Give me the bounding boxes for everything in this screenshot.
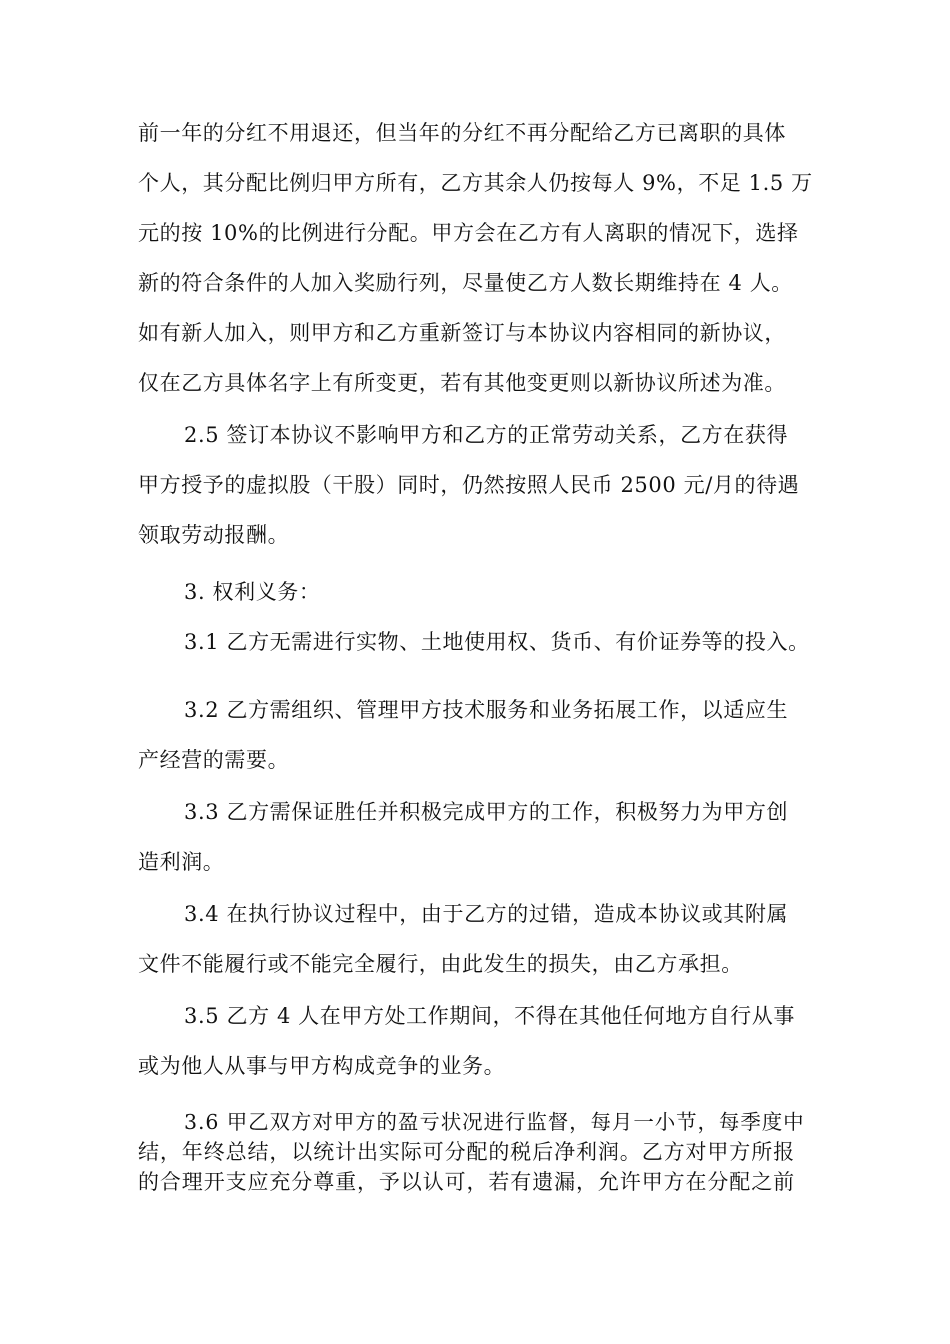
paragraph-line: 如有新人加入，则甲方和乙方重新签订与本协议内容相同的新协议， bbox=[138, 321, 786, 345]
clause-3-1-line: 3.1 乙方无需进行实物、土地使用权、货币、有价证券等的投入。 bbox=[184, 630, 810, 654]
paragraph-line: 个人，其分配比例归甲方所有，乙方其余人仍按每人 9%，不足 1.5 万 bbox=[138, 171, 813, 195]
clause-3-5-line: 3.5 乙方 4 人在甲方处工作期间，不得在其他任何地方自行从事 bbox=[184, 1004, 795, 1028]
section-3-heading: 3. 权利义务： bbox=[184, 580, 321, 604]
paragraph-line: 或为他人从事与甲方构成竞争的业务。 bbox=[138, 1054, 506, 1078]
clause-3-4-line: 3.4 在执行协议过程中，由于乙方的过错，造成本协议或其附属 bbox=[184, 902, 789, 926]
paragraph-line: 结，年终总结，以统计出实际可分配的税后净利润。乙方对甲方所报 bbox=[138, 1140, 795, 1164]
paragraph-line: 仅在乙方具体名字上有所变更，若有其他变更则以新协议所述为准。 bbox=[138, 371, 786, 395]
clause-3-3-line: 3.3 乙方需保证胜任并积极完成甲方的工作，积极努力为甲方创 bbox=[184, 800, 789, 824]
paragraph-line: 新的符合条件的人加入奖励行列，尽量使乙方人数长期维持在 4 人。 bbox=[138, 271, 793, 295]
paragraph-line: 产经营的需要。 bbox=[138, 748, 290, 772]
paragraph-line: 领取劳动报酬。 bbox=[138, 523, 290, 547]
paragraph-line: 文件不能履行或不能完全履行，由此发生的损失，由乙方承担。 bbox=[138, 952, 743, 976]
clause-3-2-line: 3.2 乙方需组织、管理甲方技术服务和业务拓展工作，以适应生 bbox=[184, 698, 789, 722]
clause-2-5-line: 2.5 签订本协议不影响甲方和乙方的正常劳动关系，乙方在获得 bbox=[184, 423, 789, 447]
paragraph-line: 甲方授予的虚拟股（干股）同时，仍然按照人民币 2500 元/月的待遇 bbox=[138, 473, 800, 497]
paragraph-line: 的合理开支应充分尊重，予以认可，若有遗漏，允许甲方在分配之前 bbox=[138, 1170, 795, 1194]
paragraph-line: 造利润。 bbox=[138, 850, 225, 874]
clause-3-6-line: 3.6 甲乙双方对甲方的盈亏状况进行监督，每月一小节，每季度中 bbox=[184, 1110, 805, 1134]
paragraph-line: 元的按 10%的比例进行分配。甲方会在乙方有人离职的情况下，选择 bbox=[138, 221, 799, 245]
paragraph-line: 前一年的分红不用退还，但当年的分红不再分配给乙方已离职的具体 bbox=[138, 121, 786, 145]
